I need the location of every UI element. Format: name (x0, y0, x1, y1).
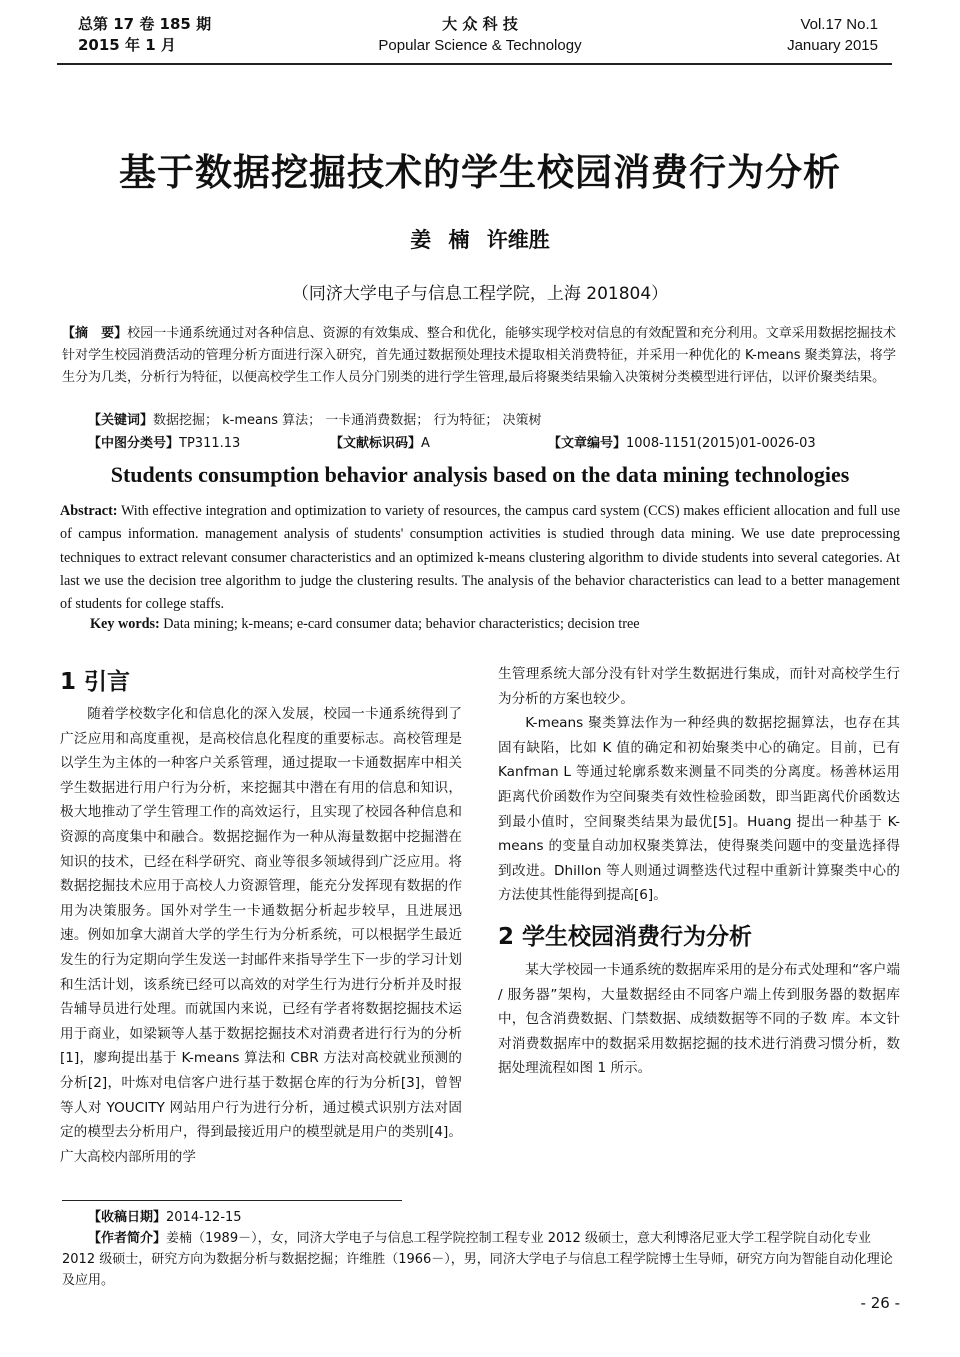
abstract-cn-label: 【摘 要】 (62, 326, 128, 341)
journal-name (300, 14, 660, 56)
abstract-cn (62, 323, 896, 389)
abstract-en-label: Abstract: (60, 503, 118, 519)
section-1-paragraph-2: K-means 聚类算法作为一种经典的数据挖掘算法，也存在其固有缺陷，比如 K 值的确定和初始聚类中心的确定。目前，已有 Kanfman L 等通过轮廓系数来测量不同类的分离度。杨善林运用距离代价函数作为空间聚类有效性检验函数，即当距离代价函数达到最小值时，空间聚类结果为最优[5]。Huang 提出一种基于 K-means 的变量自动加权聚类算法，使得聚类问题中的变量选择得到改进。Dhillon 等人则通过调整迭代过程中重新计算聚类中心的方法使其性能得到提高[6]。 (498, 715, 900, 904)
author-bio-text: 姜楠（1989－），女，同济大学电子与信息工程学院控制工程专业 2012 级硕士，意大利博洛尼亚大学工程学院自动化专业 2012 级硕士，研究方向为数据分析与数据挖掘；许维胜（1966－），男，同济大学电子与信息工程学院博士生导师，研究方向为智能自动化理论及应用。 (62, 1231, 893, 1288)
journal-issue-info (78, 14, 211, 56)
journal-name-en: Popular Science & Technology (378, 37, 582, 54)
received-date (88, 1207, 896, 1228)
abstract-en-text: With effective integration and optimization to variety of resources, the campus card system (CCS) makes efficient allocation and full use of campus information. management analysis of students' consumption activities is studied through data mining. We use date preprocessing techniques to extract relevant consumer characteristics and an optimized k-means clustering algorithm to divide students into several categories. At last we use the decision tree algorithm to judge the clustering results. The analysis of the behavior characteristics can lead to a better management of students for college staffs. (60, 503, 900, 613)
left-column (60, 702, 462, 1169)
received-date-value: 2014-12-15 (166, 1210, 242, 1225)
section-1-continuation: 生管理系统大部分没有针对学生数据进行集成，而针对高校学生行为分析的方案也较少。 (498, 666, 900, 707)
doc-code-label: 【文献标识码】 (330, 436, 422, 451)
author-bio-label: 【作者简介】 (88, 1231, 167, 1246)
header-divider (57, 63, 892, 65)
affiliation: （同济大学电子与信息工程学院，上海 201804） (291, 284, 669, 304)
article-number (548, 433, 816, 455)
journal-name-cn: 大 众 科 技 (442, 15, 518, 33)
footnote-divider (62, 1200, 402, 1201)
section-1-heading: 1 引言 (60, 669, 131, 695)
paper-title: 基于数据挖掘技术的学生校园消费行为分析 (119, 151, 841, 194)
page-number: - 26 - (860, 1294, 900, 1312)
issue-date: January 2015 (787, 37, 878, 54)
doc-code (330, 433, 430, 455)
author-bio (62, 1228, 896, 1291)
volume-info-en (787, 14, 878, 56)
paper-title-en: Students consumption behavior analysis based on the data mining technologies (110, 462, 850, 487)
clc-label: 【中图分类号】 (88, 436, 180, 451)
abstract-cn-text: 校园一卡通系统通过对各种信息、资源的有效集成、整合和优化，能够实现学校对信息的有效配置和充分利用。文章采用数据挖掘技术针对学生校园消费活动的管理分析方面进行深入研究，首先通过数据预处理技术提取相关消费特征，并采用一种优化的 K-means 聚类算法，将学生分为几类，分析行为特征，以便高校学生工作人员分门别类的进行学生管理,最后将聚类结果输入决策树分类模型进行评估，以评价聚类结果。 (62, 326, 896, 385)
keywords-en (90, 616, 900, 633)
author-names: 姜 楠 许维胜 (410, 228, 550, 252)
volume-number: Vol.17 No.1 (800, 16, 878, 33)
abstract-en (60, 500, 900, 616)
keywords-cn-text: 数据挖掘； k-means 算法； 一卡通消费数据； 行为特征； 决策树 (153, 413, 542, 428)
doc-code-value: A (421, 436, 430, 451)
section-1-paragraph: 随着学校数字化和信息化的深入发展，校园一卡通系统得到了广泛应用和高度重视，是高校信息化程度的重要标志。高校管理是以学生为主体的一种客户关系管理，通过提取一卡通数据库中相关学生数据进行用户行为分析，来挖掘其中潜在有用的信息和知识，极大地推动了学生管理工作的高效运行，且实现了校园各种信息和资源的高度集中和融合。数据挖掘作为一种从海量数据中挖掘潜在知识的技术，已经在科学研究、商业等很多领域得到广泛应用。将数据挖掘技术应用于高校人力资源管理，能充分发挥现有数据的作用为决策服务。国外对学生一卡通数据分析起步较早，且进展迅速。例如加拿大湖首大学的学生行为分析系统，可以根据学生最近发生的行为定期向学生发送一封邮件来指导学生下一步的学习计划和生活计划，该系统已经可以高效的对学生行为进行分析并及时报告辅导员进行处理。而就国内来说，已经有学者将数据挖掘技术运用于商业，如梁颖等人基于数据挖掘技术对消费者进行行为的分析[1]，廖珣提出基于 K-means 算法和 CBR 方法对高校就业预测的分析[2]，叶炼对电信客户进行基于数据仓库的行为分析[3]，曾智等人对 YOUCITY 网站用户行为进行分析，通过模式识别方法对固定的模型去分析用户，得到最接近用户的模型就是用户的类别[4]。广大高校内部所用的学 (60, 706, 462, 1165)
clc-number (88, 433, 240, 455)
volume-issue-cn: 总第 17 卷 185 期 (78, 15, 212, 33)
keywords-en-label: Key words: (90, 616, 160, 632)
keywords-cn (88, 410, 896, 432)
right-column (498, 662, 900, 908)
clc-value: TP311.13 (179, 436, 241, 451)
keywords-en-text: Data mining; k-means; e-card consumer data; behavior characteristics; decision tree (163, 616, 640, 632)
section-2-body (498, 958, 900, 1081)
received-date-label: 【收稿日期】 (88, 1210, 167, 1225)
article-number-value: 1008-1151(2015)01-0026-03 (626, 436, 816, 451)
section-2-heading: 2 学生校园消费行为分析 (498, 924, 753, 950)
keywords-cn-label: 【关键词】 (88, 413, 154, 428)
date-cn: 2015 年 1 月 (78, 36, 176, 54)
article-number-label: 【文章编号】 (548, 436, 627, 451)
section-2-paragraph: 某大学校园一卡通系统的数据库采用的是分布式处理和“客户端 / 服务器”架构，大量数据经由不同客户端上传到服务器的数据库中，包含消费数据、门禁数据、成绩数据等不同的子数 库。本文针对消费数据库中的数据采用数据挖掘的技术进行消费习惯分析，数据处理流程如图 1 所示。 (498, 962, 900, 1077)
